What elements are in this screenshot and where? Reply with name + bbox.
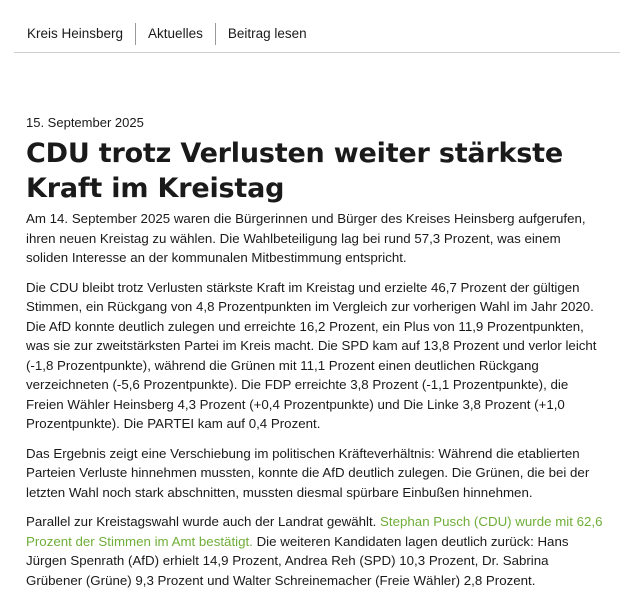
article-title bbox=[26, 136, 606, 206]
landrat-result-link[interactable]: Stephan Pusch (CDU) wurde mit 62,6 Prozent der Stimmen im Amt bestätigt. bbox=[26, 514, 603, 549]
paragraph-landrat bbox=[26, 512, 606, 590]
article bbox=[26, 110, 606, 599]
breadcrumb-beitrag-lesen[interactable]: Beitrag lesen bbox=[227, 26, 307, 41]
paragraph-landrat-end: Die weiteren Kandidaten lagen deutlich zurück: Hans Jürgen Spenrath (AfD) erhielt 14,9 Prozent, Andrea Reh (SPD) 10,3 Prozent, Dr. Sabrina Grübener (Grüne) 9,3 Prozent und Walter Schreinemacher (Freie Wähler) 2,8 Prozent. bbox=[26, 533, 569, 588]
paragraph-results: Die CDU bleibt trotz Verlusten stärkste Kraft im Kreistag und erzielte 46,7 Prozent der gültigen Stimmen, ein Rückgang von 4,8 Prozentpunkten im Vergleich zur vorherigen Wahl im Jahr 2020. Die AfD konnte deutlich zulegen und erreichte 16,2 Prozent, ein Plus von 11,9 Prozentpunkten, was sie zur zweitstärksten Partei im Kreis macht. Die SPD kam auf 13,8 Prozent und verlor leicht (-1,8 Prozentpunkte), während die Grünen mit 11,1 Prozent einen deutlichen Rückgang verzeichneten (-5,6 Prozentpunkte). Die FDP erreichte 3,8 Prozent (-1,1 Prozentpunkte), die Freien Wähler Heinsberg 4,3 Prozent (+0,4 Prozentpunkte) und Die Linke 3,8 Prozent (+1,0 Prozentpunkte). Die PARTEI kam auf 0,4 Prozent. bbox=[26, 279, 597, 431]
article-date: 15. September 2025 bbox=[26, 115, 144, 130]
paragraph-landrat-start: Parallel zur Kreistagswahl wurde auch der Landrat gewählt. bbox=[26, 514, 381, 529]
breadcrumb bbox=[14, 20, 620, 53]
article-title-line-1: CDU trotz Verlusten weiter stärkste bbox=[26, 138, 563, 169]
paragraph-analysis: Das Ergebnis zeigt eine Verschiebung im politischen Kräfteverhältnis: Während die etablierten Parteien Verluste hinnehmen mussten, konnte die AfD deutlich zulegen. Die Grünen, die bei der letzten Wahl noch stark abschnitten, mussten diesmal spürbare Einbußen hinnehmen. bbox=[26, 445, 590, 500]
breadcrumb-kreis-heinsberg[interactable]: Kreis Heinsberg bbox=[27, 26, 124, 41]
article-title-line-2: Kraft im Kreistag bbox=[26, 173, 285, 204]
breadcrumb-aktuelles[interactable]: Aktuelles bbox=[148, 26, 203, 41]
paragraph-intro: Am 14. September 2025 waren die Bürgerinnen und Bürger des Kreises Heinsberg aufgerufen, ihren neuen Kreistag zu wählen. Die Wahlbeteiligung lag bei rund 57,3 Prozent, was einem soliden Interesse an der kommunalen Mitbestimmung entspricht. bbox=[26, 211, 586, 265]
